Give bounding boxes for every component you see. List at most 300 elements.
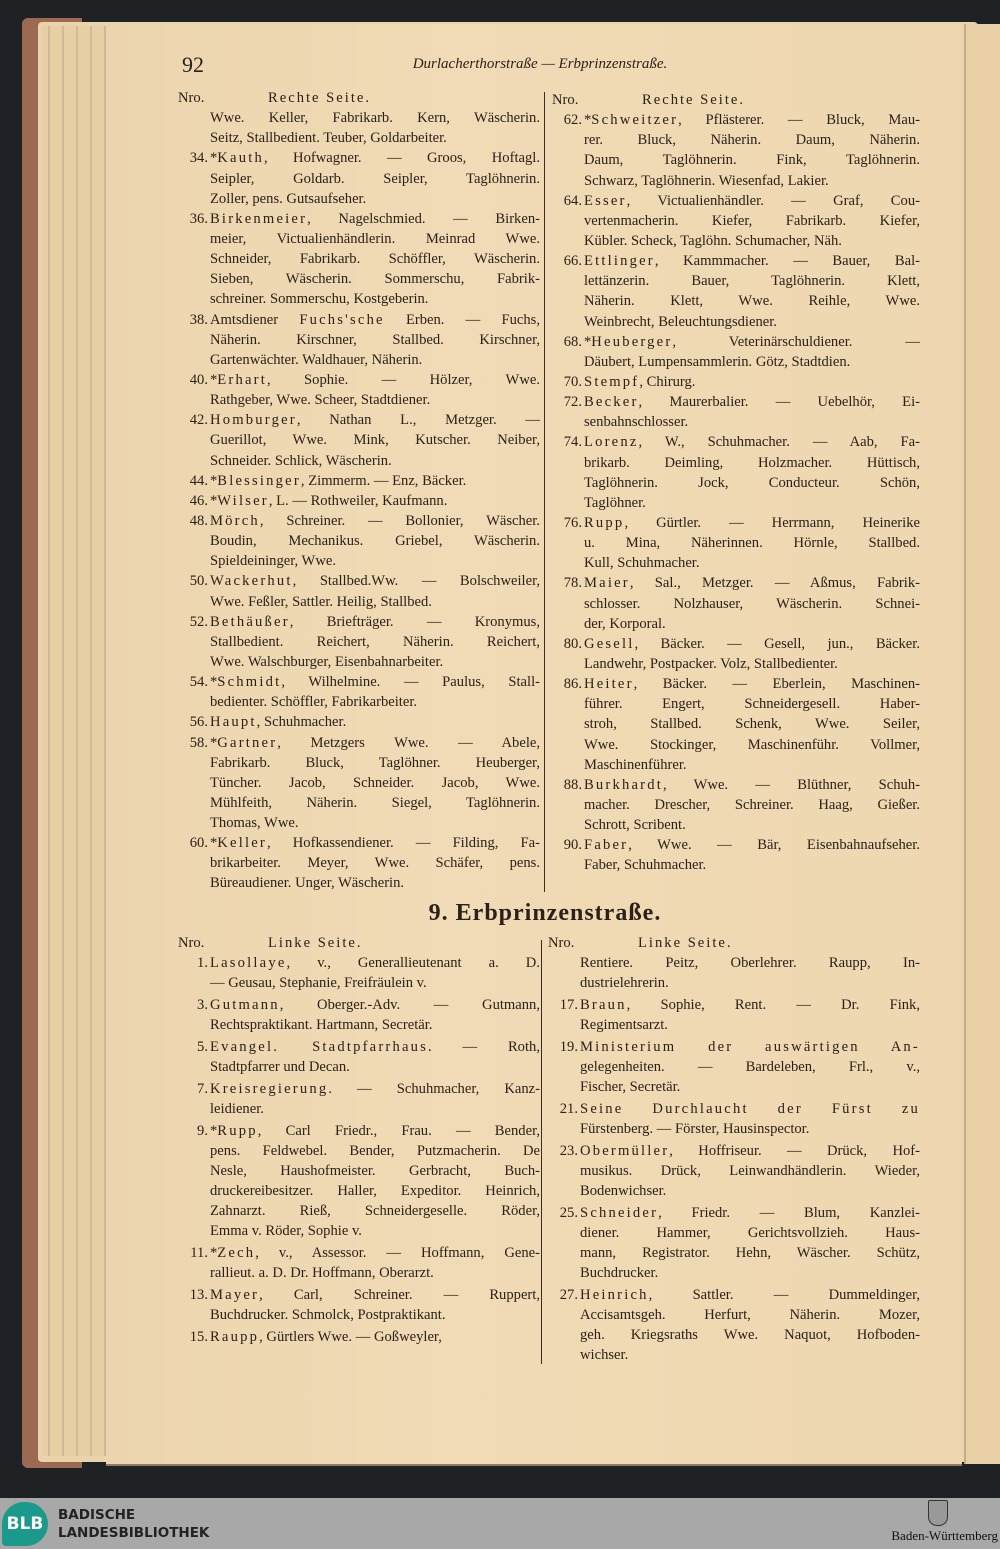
asterisk-mark: * (210, 674, 218, 691)
entry-line: — Geusau, Stephanie, Freifräulein v. (210, 975, 427, 992)
entry-text: , Kammmacher. — Bauer, Bal- (654, 253, 920, 270)
entry-text: , Bäcker. — Gesell, jun., Bäcker. (634, 635, 920, 652)
entry-text: Rentiere. Peitz, Oberlehrer. Raupp, In- (580, 955, 920, 972)
entry-name: Raupp (210, 1328, 260, 1345)
entry-number: 42. (189, 412, 208, 429)
entry-line: Gartenwächter. Waldhauer, Näherin. (210, 351, 423, 368)
entry-name: Schweitzer (591, 112, 679, 129)
entry-line (552, 513, 920, 533)
entry-line: Däubert, Lumpensammlerin. Götz, Stadtdien. (584, 353, 851, 370)
entry-line (548, 1203, 920, 1223)
list-item (178, 471, 540, 491)
entry-line: Taglöhner. (584, 494, 646, 511)
entry-name: Wackerhut (210, 573, 293, 590)
entry-line: meier, Victualienhändlerin. Meinrad Wwe. (210, 230, 540, 247)
entry-line: Schrott, Scribent. (584, 817, 686, 834)
entry-text: , Pflästerer. — Bluck, Mau- (678, 112, 920, 129)
entry-text: , Zimmerm. — Enz, Bäcker. (300, 472, 467, 489)
entry-number: 64. (563, 192, 582, 209)
entry-name: Gartner (217, 734, 278, 751)
entry-number: 1. (197, 955, 208, 972)
entry-text: , Nagelschmied. — Birken- (307, 210, 540, 227)
entry-name: Stempf (584, 373, 640, 390)
entry-line: Taglöhnerin. Jock, Conducteur. Schön, (584, 474, 920, 491)
entry-text: , Carl Friedr., Frau. — Bender, (257, 1122, 540, 1139)
entry-line: Stallbedient. Reichert, Näherin. Reichert, (210, 633, 540, 650)
asterisk-mark: * (210, 1122, 218, 1139)
list-item (552, 775, 920, 835)
entry-line: Schwarz, Taglöhnerin. Wiesenfad, Lakier. (584, 172, 829, 189)
nro-label: Nro. (178, 90, 205, 106)
entry-text: Erben. — Fuchs, (384, 311, 540, 328)
entry-line: lettänzerin. Bauer, Taglöhnerin. Klett, (584, 273, 920, 290)
entry-number: 25. (559, 1204, 578, 1221)
entry-number: 7. (197, 1080, 208, 1097)
coat-of-arms-icon (928, 1500, 948, 1526)
asterisk-mark: * (210, 835, 218, 852)
entry-line (178, 370, 540, 390)
entry-line: Weinbrecht, Beleuchtungsdiener. (584, 313, 777, 330)
column-top-left (178, 88, 540, 894)
entry-line: Tüncher. Jacob, Schneider. Jacob, Wwe. (210, 774, 540, 791)
list-item (178, 672, 540, 712)
entry-name: Burkhardt (584, 776, 663, 793)
entry-line (178, 1037, 540, 1057)
entry-line: Zahnarzt. Rieß, Schneidergeselle. Röder, (210, 1203, 540, 1220)
entry-number: 11. (190, 1245, 208, 1262)
entry-text: , Stallbed.Ww. — Bolschweiler, (292, 573, 540, 590)
asterisk-mark: * (210, 734, 218, 751)
entry-line (178, 733, 540, 753)
entry-line: vertenmacherin. Kiefer, Fabrikarb. Kiefer, (584, 212, 920, 229)
entry-line: Faber, Schuhmacher. (584, 857, 707, 874)
entry-line (178, 1327, 540, 1347)
library-name (58, 1506, 209, 1542)
entry-line: Accisamtsgeh. Herfurt, Näherin. Mozer, (580, 1307, 920, 1324)
entry-number: 5. (197, 1038, 208, 1055)
entry-number: 50. (189, 573, 208, 590)
column-divider (544, 92, 545, 892)
entry-name: Wilser (217, 492, 269, 509)
nro-label: Nro. (178, 935, 205, 951)
entry-text: , Maurerbalier. — Uebelhör, Ei- (638, 394, 920, 411)
entry-line (552, 573, 920, 593)
entry-text: , Veterinärschuldiener. — (672, 333, 920, 350)
entry-line (178, 310, 540, 330)
entry-line: Schneider, Fabrikarb. Schöffler, Wäscherin. (210, 251, 540, 268)
entry-line: mann, Registrator. Hehn, Wäscher. Schütz, (580, 1245, 920, 1262)
entry-line: rer. Bluck, Näherin. Daum, Näherin. (584, 132, 920, 149)
entry-text: , Metzgers Wwe. — Abele, (277, 734, 540, 751)
entry-name: Keller (217, 835, 267, 852)
list-item (178, 733, 540, 834)
entry-name: Seine Durchlaucht der Fürst zu (580, 1100, 920, 1117)
entry-number: 27. (559, 1286, 578, 1303)
facing-page-edge (964, 24, 1000, 1464)
entry-number: 48. (189, 512, 208, 529)
entry-number: 17. (559, 997, 578, 1014)
entry-number: 62. (563, 112, 582, 129)
entry-name: Rupp (217, 1122, 258, 1139)
column-header (552, 90, 920, 110)
entry-text: . — Schuhmacher, Kanz- (328, 1080, 540, 1097)
column-header (548, 933, 920, 953)
column-header (178, 88, 540, 108)
entry-name: Homburger (210, 412, 297, 429)
list-item (552, 332, 920, 372)
entry-name: Blessinger (217, 472, 301, 489)
list-item (178, 1079, 540, 1119)
entry-text: Wwe. Keller, Fabrikarb. Kern, Wäscherin. (210, 110, 540, 127)
entry-number: 38. (189, 311, 208, 328)
entry-text: , Hofkassendiener. — Filding, Fa- (266, 835, 540, 852)
list-item (178, 1327, 540, 1347)
entry-name: Faber (584, 837, 629, 854)
entry-text: , Gürtlers Wwe. — Goßweyler, (259, 1328, 442, 1345)
entry-line: senbahnschlosser. (584, 414, 689, 431)
entry-text: , Schreiner. — Bollonier, Wäscher. (259, 512, 540, 529)
asterisk-mark: * (210, 1245, 218, 1262)
asterisk-mark: * (210, 371, 218, 388)
entry-line: Guerillot, Wwe. Mink, Kutscher. Neiber, (210, 432, 540, 449)
page-stack-edges (42, 26, 107, 1456)
entry-line (552, 432, 920, 452)
running-title: Durlacherthorstraße — Erbprinzenstraße. (412, 56, 668, 72)
entry-line: Schneider. Schlick, Wäscherin. (210, 452, 392, 469)
entry-line: Kübler. Scheck, Taglöhn. Schumacher, Näh. (584, 232, 842, 249)
entry-line (178, 833, 540, 853)
list-item (178, 953, 540, 993)
entry-line (178, 1121, 540, 1141)
entry-text: , v., Generallieutenant a. D. (286, 955, 540, 972)
entry-line: Nesle, Haushofmeister. Gerbracht, Buch- (210, 1162, 540, 1179)
list-item (552, 251, 920, 332)
entry-name: Lorenz (584, 434, 639, 451)
entry-number: 3. (197, 997, 208, 1014)
entry-text: , Oberger.-Adv. — Gutmann, (279, 997, 540, 1014)
entry-line (178, 471, 540, 491)
entry-line: Regimentsarzt. (580, 1017, 668, 1034)
entry-number: 80. (563, 635, 582, 652)
entry-line: führer. Engert, Schneidergesell. Haber- (584, 696, 920, 713)
entry-name: Braun (580, 997, 627, 1014)
list-item (548, 1037, 920, 1097)
entry-number: 40. (189, 371, 208, 388)
entry-line: Kull, Schuhmacher. (584, 555, 700, 572)
entry-text: , Nathan L., Metzger. — (296, 412, 540, 429)
entry-name: Evangel. Stadtpfarrhaus (210, 1038, 429, 1055)
entry-text: , Schuhmacher. (256, 714, 347, 731)
entry-name: Schmidt (217, 674, 282, 691)
entry-line: u. Mina, Näherinnen. Hörnle, Stallbed. (584, 535, 920, 552)
entry-line (178, 1243, 540, 1263)
entry-number: 54. (189, 674, 208, 691)
list-item (178, 491, 540, 511)
entry-line: pens. Feldwebel. Bender, Putzmacherin. De (210, 1142, 540, 1159)
entry-line (178, 511, 540, 531)
list-item (552, 674, 920, 775)
entry-number: 44. (189, 472, 208, 489)
entry-line: Buchdrucker. Schmolck, Postpraktikant. (210, 1307, 446, 1324)
list-item (548, 1285, 920, 1366)
entry-text: , v., Assessor. — Hoffmann, Gene- (255, 1245, 540, 1262)
entry-number: 56. (189, 714, 208, 731)
entry-line: Sieben, Wäscherin. Sommerschu, Fabrik- (210, 271, 540, 288)
list-item (552, 432, 920, 513)
footer-bar (0, 1498, 1000, 1549)
entry-name: Schneider (580, 1204, 659, 1221)
side-label: Rechte Seite. (642, 92, 745, 108)
entry-line: macher. Drescher, Schreiner. Haag, Gießer. (584, 796, 920, 813)
entry-text: , Carl, Schreiner. — Ruppert, (259, 1286, 540, 1303)
list-item (178, 108, 540, 148)
entry-line (552, 110, 920, 130)
column-bottom-left (178, 933, 540, 1349)
entry-name: Ministerium der auswärtigen An- (580, 1038, 920, 1055)
entry-line (178, 1285, 540, 1305)
entry-name: Zech (217, 1245, 256, 1262)
entry-line: Rechtspraktikant. Hartmann, Secretär. (210, 1017, 433, 1034)
entry-line (552, 372, 920, 392)
entry-number: 13. (189, 1286, 208, 1303)
entry-number: 72. (563, 394, 582, 411)
entry-line: Emma v. Röder, Sophie v. (210, 1223, 362, 1240)
entry-name: Lasollaye (210, 955, 287, 972)
list-item (552, 110, 920, 191)
entry-line: Fabrikarb. Bluck, Taglöhner. Heuberger, (210, 754, 540, 771)
entry-text: , W., Schuhmacher. — Aab, Fa- (638, 434, 920, 451)
side-label: Linke Seite. (638, 935, 733, 951)
entry-line (548, 1285, 920, 1305)
list-item (552, 191, 920, 251)
entry-line: geh. Kriegsraths Wwe. Naquot, Hofboden- (580, 1327, 920, 1344)
entry-name: Obermüller (580, 1142, 670, 1159)
entry-text: , Hoffriseur. — Drück, Hof- (669, 1142, 920, 1159)
library-name-line1: BADISCHE (58, 1507, 136, 1523)
entry-line: wichser. (580, 1347, 629, 1364)
entry-line: dustrielehrerin. (580, 975, 669, 992)
section-title: 9. Erbprinzenstraße. (428, 900, 662, 926)
entry-line: Daum, Taglöhnerin. Fink, Taglöhnerin. (584, 152, 920, 169)
entry-number: 86. (563, 676, 582, 693)
entry-line: Maschinenführer. (584, 756, 687, 773)
entry-name: Kauth (217, 150, 264, 167)
entry-number: 78. (563, 575, 582, 592)
list-item (178, 410, 540, 470)
entry-line (552, 634, 920, 654)
entry-text: , Briefträger. — Kronymus, (289, 613, 540, 630)
list-item (178, 1243, 540, 1283)
entry-number: 52. (189, 613, 208, 630)
entry-name: Mayer (210, 1286, 260, 1303)
entry-line: Seitz, Stallbedient. Teuber, Goldarbeiter. (210, 130, 447, 147)
list-item (178, 148, 540, 208)
entry-line: Wwe. Walschburger, Eisenbahnarbeiter. (210, 653, 444, 670)
entry-prefix: Amtsdiener (210, 311, 300, 328)
entry-line (552, 674, 920, 694)
entry-text: , Sattler. — Dummeldinger, (648, 1286, 920, 1303)
entry-text: , Gürtler. — Herrmann, Heinerike (624, 514, 920, 531)
entry-line (552, 835, 920, 855)
entry-number: 19. (559, 1038, 578, 1055)
entry-text: , L. — Rothweiler, Kaufmann. (268, 492, 448, 509)
entry-number: 21. (559, 1100, 578, 1117)
entry-number: 23. (559, 1142, 578, 1159)
entry-line: Büreaudiener. Unger, Wäscherin. (210, 875, 405, 892)
list-item (552, 634, 920, 674)
entry-line: gelegenheiten. — Bardeleben, Frl., v., (580, 1059, 920, 1076)
blb-logo[interactable]: BLB (2, 1502, 48, 1546)
list-item (552, 392, 920, 432)
asterisk-mark: * (210, 150, 218, 167)
entry-line (548, 1099, 920, 1119)
entry-line (178, 571, 540, 591)
entry-line: Boudin, Mechanikus. Griebel, Wäscherin. (210, 533, 540, 550)
entry-line: musikus. Drück, Leinwandhändlerin. Wieder, (580, 1162, 920, 1179)
list-item (178, 1037, 540, 1077)
entry-text: , Wilhelmine. — Paulus, Stall- (281, 674, 540, 691)
page-number: 92 (182, 52, 204, 77)
side-label: Linke Seite. (268, 935, 363, 951)
entry-text: , Sal., Metzger. — Aßmus, Fabrik- (629, 575, 920, 592)
list-item (178, 571, 540, 611)
list-item (552, 513, 920, 573)
entry-text: . — Roth, (428, 1038, 540, 1055)
entry-text: , Bäcker. — Eberlein, Maschinen- (633, 676, 920, 693)
entry-text: , Victualienhändler. — Graf, Cou- (626, 192, 920, 209)
entry-line: schreiner. Sommerschu, Kostgeberin. (210, 291, 429, 308)
entry-line: schlosser. Nolzhauser, Wäscherin. Schnei- (584, 595, 920, 612)
entry-number: 70. (563, 373, 582, 390)
entry-line (178, 953, 540, 973)
entry-line (178, 672, 540, 692)
entry-number: 74. (563, 434, 582, 451)
asterisk-mark: * (210, 492, 218, 509)
list-item (178, 370, 540, 410)
entry-name: Maier (584, 575, 630, 592)
entry-name: Erhart (217, 371, 267, 388)
entry-line (178, 148, 540, 168)
column-header (178, 933, 540, 953)
entry-number: 60. (189, 835, 208, 852)
asterisk-mark: * (584, 112, 592, 129)
entry-line: Näherin. Kirschner, Stallbed. Kirschner, (210, 331, 540, 348)
entry-line: brikarb. Deimling, Holzmacher. Hüttisch, (584, 454, 920, 471)
list-item (552, 573, 920, 633)
entry-line: diener. Hammer, Gerichtsvollzieh. Haus- (580, 1224, 920, 1241)
list-item (548, 1203, 920, 1284)
entry-line: Spieldeininger, Wwe. (210, 553, 336, 570)
list-item (552, 835, 920, 875)
entry-line (178, 410, 540, 430)
list-item (178, 1121, 540, 1242)
entry-number: 88. (563, 776, 582, 793)
entry-line: Mühlfeith, Näherin. Siegel, Taglöhnerin. (210, 794, 540, 811)
list-item (178, 995, 540, 1035)
entry-line: Buchdrucker. (580, 1265, 659, 1282)
entry-name: Fuchs'sche (299, 311, 385, 328)
entry-line: druckereibesitzer. Haller, Expeditor. Heinrich, (210, 1183, 540, 1200)
entry-number: 15. (189, 1328, 208, 1345)
entry-text: , Chirurg. (639, 373, 696, 390)
entry-text: , Sophie, Rent. — Dr. Fink, (626, 997, 920, 1014)
asterisk-mark: * (584, 333, 592, 350)
column-divider (541, 940, 542, 1364)
entry-name: Haupt (210, 714, 257, 731)
entry-line: der, Korporal. (584, 615, 666, 632)
entry-line: brikarbeiter. Meyer, Wwe. Schäfer, pens. (210, 855, 540, 872)
entry-line (548, 1141, 920, 1161)
list-item (178, 712, 540, 732)
asterisk-mark: * (210, 472, 218, 489)
entry-number: 36. (189, 210, 208, 227)
entry-line: Wwe. Feßler, Sattler. Heilig, Stallbed. (210, 593, 432, 610)
entry-line (178, 712, 540, 732)
entry-line (552, 392, 920, 412)
entry-line (178, 995, 540, 1015)
entry-line: Fürstenberg. — Förster, Hausinspector. (580, 1121, 810, 1138)
entry-line (548, 953, 920, 973)
entry-line (552, 775, 920, 795)
list-item (178, 511, 540, 571)
entry-text: , Wwe. — Blüthner, Schuh- (662, 776, 920, 793)
entry-line: Stadtpfarrer und Decan. (210, 1059, 350, 1076)
entry-line: Wwe. Stockinger, Maschinenführ. Vollmer, (584, 736, 920, 753)
entry-line (552, 191, 920, 211)
library-name-line2: LANDESBIBLIOTHEK (58, 1525, 210, 1541)
entry-number: 34. (189, 150, 208, 167)
entry-number: 46. (189, 492, 208, 509)
entry-name: Esser (584, 192, 627, 209)
entry-line (178, 491, 540, 511)
entry-line: Rathgeber, Wwe. Scheer, Stadtdiener. (210, 392, 431, 409)
entry-line (548, 1037, 920, 1057)
entry-name: Mörch (210, 512, 260, 529)
entry-text: , Sophie. — Hölzer, Wwe. (266, 371, 540, 388)
entry-name: Rupp (584, 514, 625, 531)
entry-name: Ettlinger (584, 253, 655, 270)
entry-name: Gesell (584, 635, 635, 652)
entry-line: Näherin. Klett, Wwe. Reihle, Wwe. (584, 293, 920, 310)
entry-line: leidiener. (210, 1100, 264, 1117)
entry-line (548, 995, 920, 1015)
entry-name: Becker (584, 394, 639, 411)
nro-label: Nro. (552, 92, 579, 108)
entry-name: Heuberger (591, 333, 673, 350)
entry-line (552, 332, 920, 352)
entry-number: 66. (563, 253, 582, 270)
entry-line: Seipler, Goldarb. Seipler, Taglöhnerin. (210, 170, 540, 187)
entry-line: Bodenwichser. (580, 1183, 667, 1200)
entry-text: , Friedr. — Blum, Kanzlei- (658, 1204, 920, 1221)
entry-number: 58. (189, 734, 208, 751)
list-item (548, 995, 920, 1035)
list-item (552, 372, 920, 392)
list-item (548, 1099, 920, 1139)
entry-number: 68. (563, 333, 582, 350)
entry-line (178, 1079, 540, 1099)
entry-name: Bethäußer (210, 613, 290, 630)
list-item (178, 612, 540, 672)
entry-line: Thomas, Wwe. (210, 815, 299, 832)
state-label: Baden-Württemberg (891, 1528, 998, 1543)
column-top-right (552, 90, 920, 875)
list-item (178, 209, 540, 310)
entry-line: rallieut. a. D. Dr. Hoffmann, Oberarzt. (210, 1265, 434, 1282)
entry-line (178, 108, 540, 128)
list-item (178, 833, 540, 893)
list-item (548, 953, 920, 993)
